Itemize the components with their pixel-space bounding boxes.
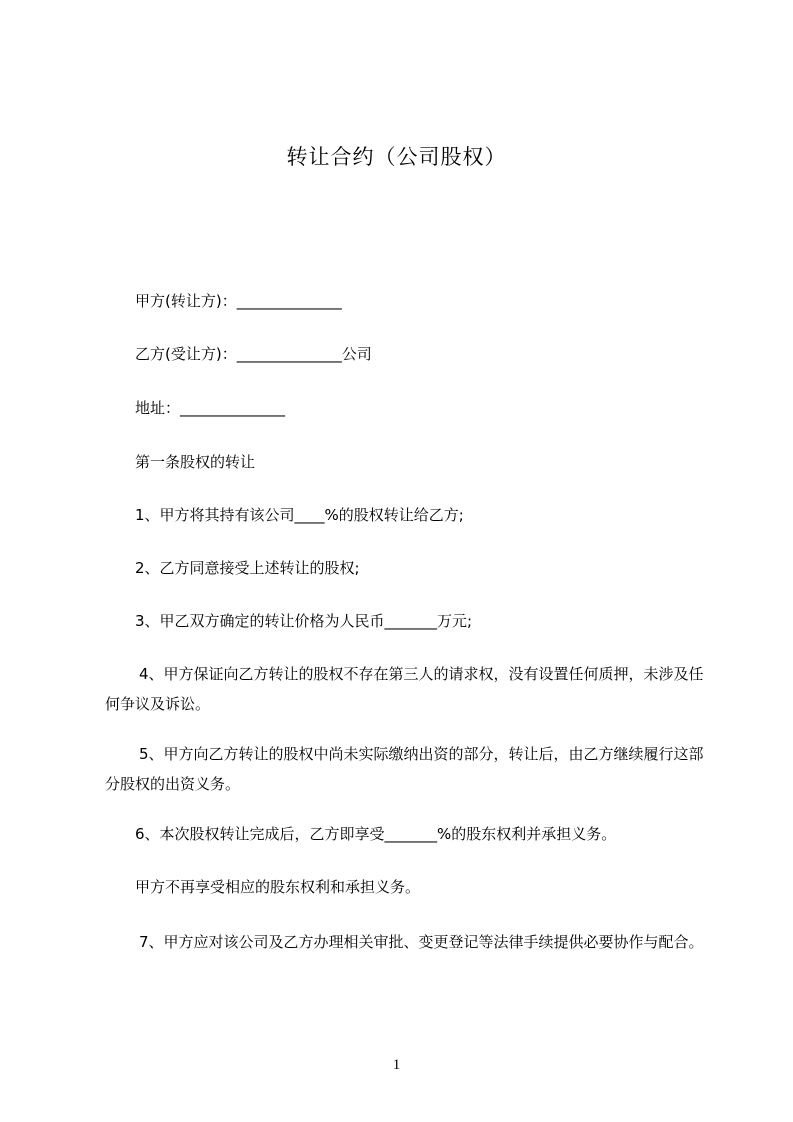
party-b-line: 乙方(受让方)：______________公司 [135, 345, 372, 363]
clause-6-continuation: 甲方不再享受相应的股东权利和承担义务。 [135, 878, 421, 896]
address-line: 地址：______________ [135, 399, 286, 417]
clause-2: 2、乙方同意接受上述转让的股权; [135, 559, 360, 577]
clause-7: 7、甲方应对该公司及乙方办理相关审批、变更登记等法律手续提供必要协作与配合。 [139, 933, 704, 951]
clause-6: 6、本次股权转让完成后，乙方即享受_______%的股东权利并承担义务。 [135, 825, 617, 843]
clause-5: 5、甲方向乙方转让的股权中尚未实际缴纳出资的部分，转让后，由乙方继续履行这部分股权的出资义务。 [105, 745, 704, 793]
clause-1: 1、甲方将其持有该公司____%的股权转让给乙方; [135, 506, 464, 524]
page-number: 1 [392, 1057, 401, 1073]
document-title: 转让合约（公司股权） [286, 145, 507, 169]
clause-4: 4、甲方保证向乙方转让的股权不存在第三人的请求权，没有设置任何质押，未涉及任何争议及诉讼。 [105, 665, 704, 713]
clause-3: 3、甲乙双方确定的转让价格为人民币_______万元; [135, 612, 473, 630]
section-heading: 第一条股权的转让 [135, 453, 256, 471]
party-a-line: 甲方(转让方)：______________ [135, 292, 342, 310]
